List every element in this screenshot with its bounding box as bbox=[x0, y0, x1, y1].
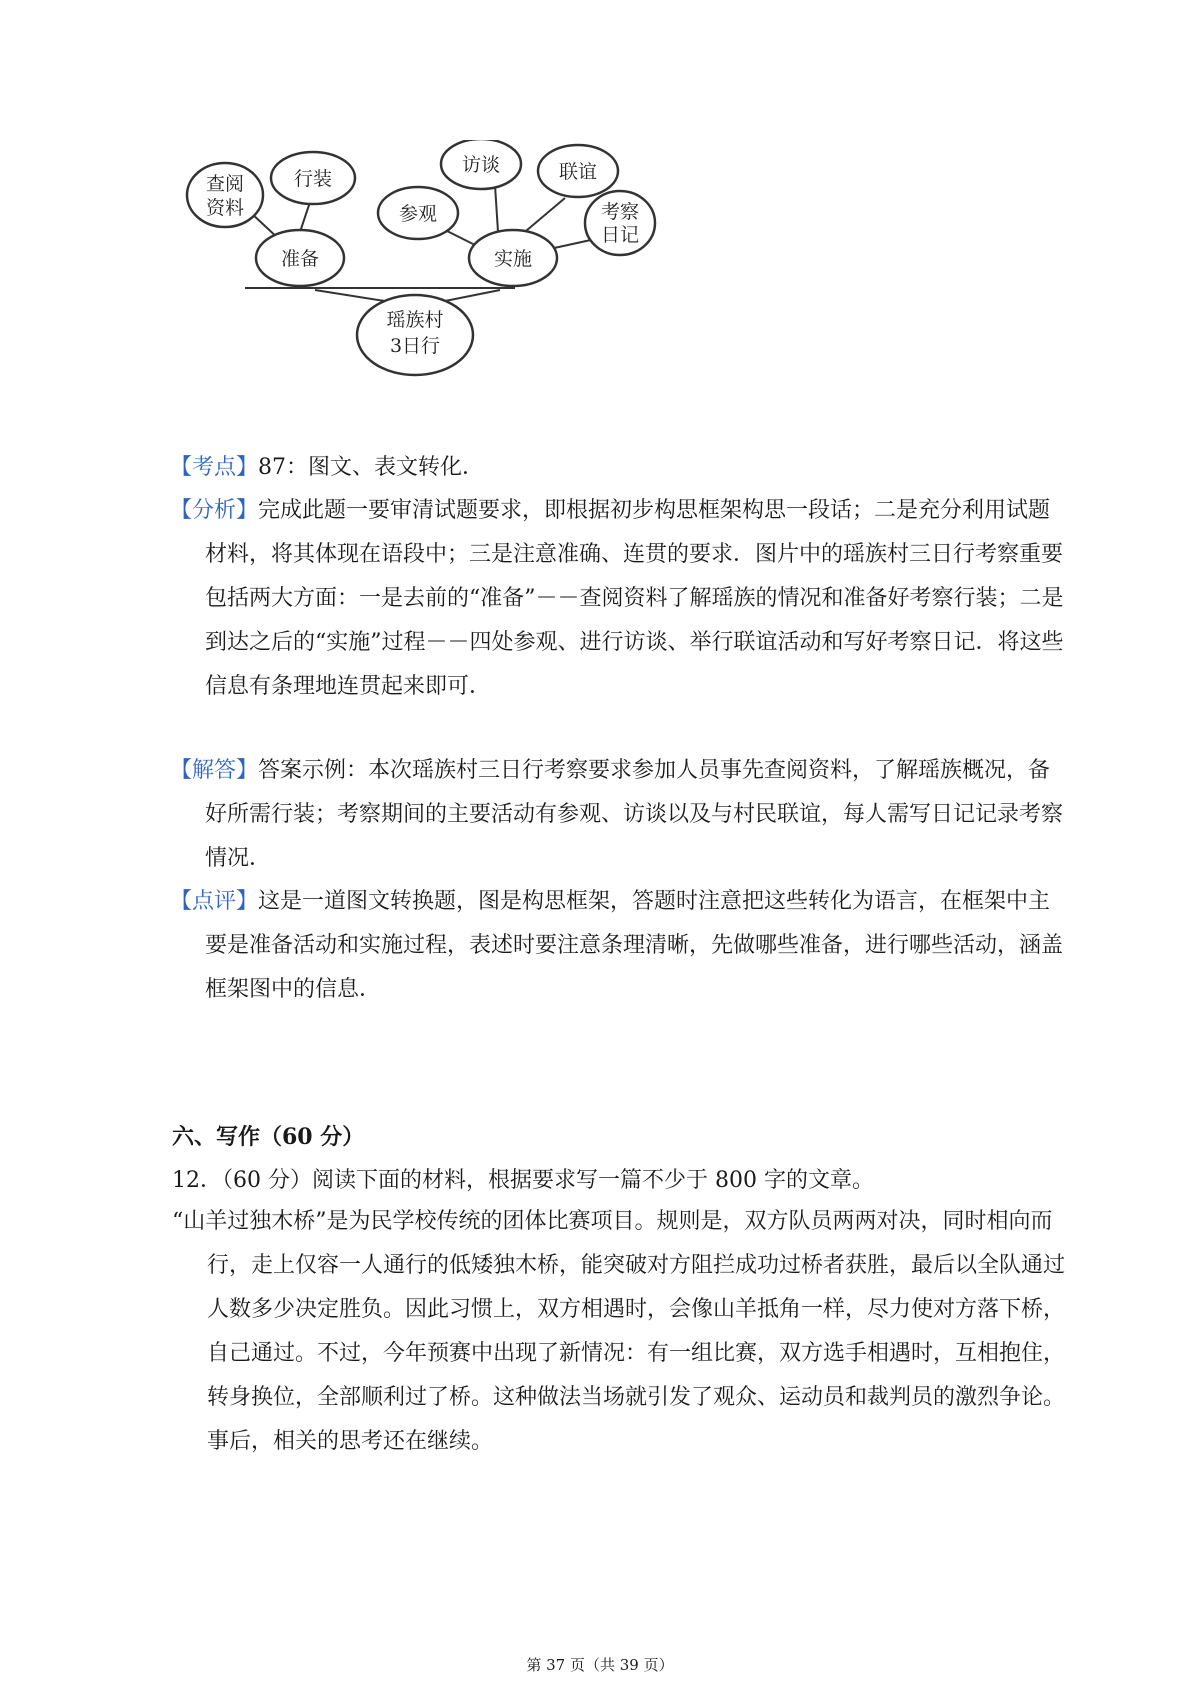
material-text: “山羊过独木桥”是为民学校传统的团体比赛项目。规则是，双方队员两两对决，同时相向而行，走上仅容一人通行的低矮独木桥，能突破对方阻拦成功过桥者获胜，最后以全队通过人数多少决定胜负。因此习惯上，双方相遇时，会像山羊抵角一样，尽力使对方落下桥，自己通过。不过，今年预赛中出现了新情况：有一组比赛，双方选手相遇时，互相抱住，转身换位，全部顺利过了桥。这种做法当场就引发了观众、运动员和裁判员的激烈争论。事后，相关的思考还在继续。 bbox=[172, 1209, 1066, 1454]
page-footer: 第 37 页（共 39 页） bbox=[526, 1656, 674, 1674]
gear-label: 行装 bbox=[293, 168, 333, 190]
connector bbox=[495, 185, 498, 232]
section-heading: 六、写作（60 分） bbox=[172, 1124, 365, 1150]
concept-diagram bbox=[170, 140, 690, 415]
connector bbox=[445, 230, 475, 245]
interview-label: 访谈 bbox=[461, 154, 501, 176]
question-text: 12．（60 分）阅读下面的材料，根据要求写一篇不少于 800 字的文章。 bbox=[172, 1168, 874, 1193]
kaodian-paragraph bbox=[170, 446, 1030, 490]
visit-label: 参观 bbox=[398, 203, 438, 225]
prep-label: 准备 bbox=[280, 248, 320, 270]
jieda-paragraph bbox=[170, 749, 1065, 881]
jieda-text: 答案示例：本次瑶族村三日行考察要求参加人员事先查阅资料，了解瑶族概况，备好所需行装；考察期间的主要活动有参观、访谈以及与村民联谊，每人需写日记记录考察情况． bbox=[205, 758, 1064, 871]
connector bbox=[300, 202, 310, 232]
dianping-paragraph bbox=[170, 880, 1065, 1012]
dianping-text: 这是一道图文转换题，图是构思框架，答题时注意把这些转化为语言，在框架中主要是准备活动和实施过程，表述时要注意条理清晰，先做哪些准备，进行哪些活动，涵盖框架图中的信息． bbox=[205, 889, 1064, 1002]
center-label-2: 3日行 bbox=[389, 335, 441, 357]
material-label-1: 查阅 bbox=[205, 173, 245, 195]
fenxi-tag: 【分析】 bbox=[170, 498, 259, 523]
center-label-1: 瑶族村 bbox=[386, 309, 444, 331]
diary-label-1: 考察 bbox=[600, 201, 640, 223]
impl-label: 实施 bbox=[493, 248, 533, 270]
kaodian-tag: 【考点】 bbox=[170, 455, 259, 480]
friendship-label: 联谊 bbox=[558, 161, 598, 183]
jieda-tag: 【解答】 bbox=[170, 758, 259, 783]
material-label-2: 资料 bbox=[205, 197, 245, 219]
diary-label-2: 日记 bbox=[600, 224, 640, 246]
fenxi-text: 完成此题一要审清试题要求，即根据初步构思框架构思一段话；二是充分利用试题材料，将其体现在语段中；三是注意准确、连贯的要求．图片中的瑶族村三日行考察重要包括两大方面：一是去前的“准备”－－查阅资料了解瑶族的情况和准备好考察行装；二是到达之后的“实施”过程－－四处参观、进行访谈、举行联谊活动和写好考察日记．将这些信息有条理地连贯起来即可． bbox=[205, 498, 1064, 699]
kaodian-text: 87：图文、表文转化． bbox=[258, 455, 485, 480]
fenxi-paragraph bbox=[170, 489, 1065, 709]
dianping-tag: 【点评】 bbox=[170, 889, 259, 914]
